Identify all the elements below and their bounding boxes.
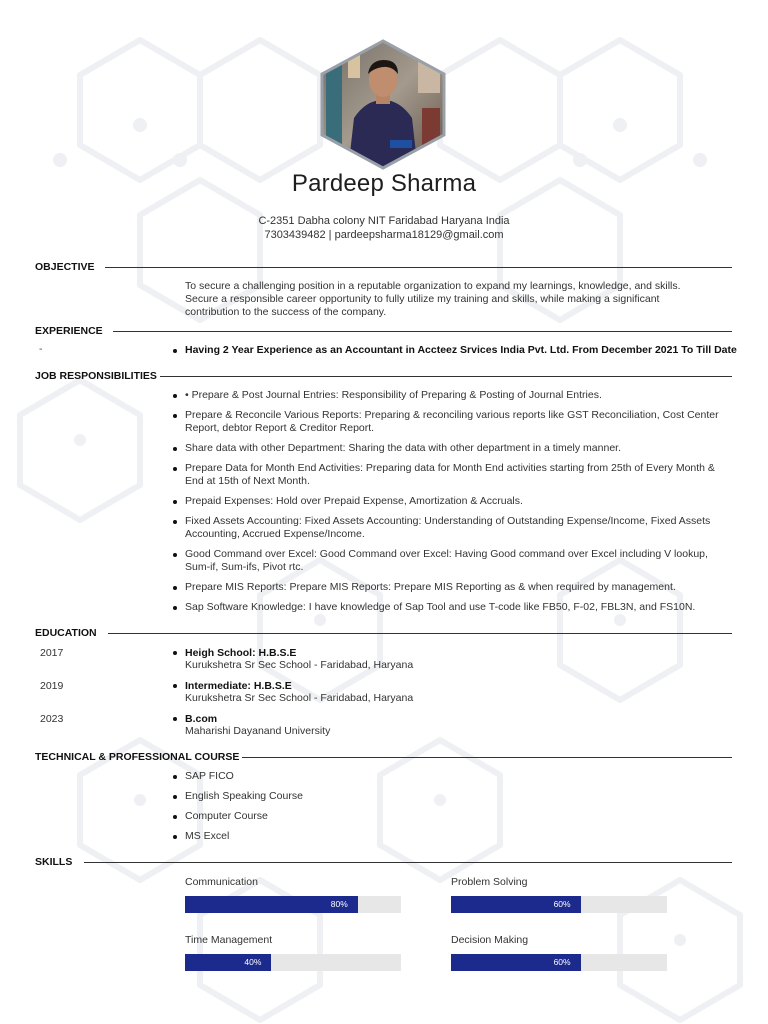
objective-divider <box>105 267 732 268</box>
email: pardeepsharma18129@gmail.com <box>334 229 504 241</box>
skill-bar-fill <box>185 896 358 913</box>
education-school: Kurukshetra Sr Sec School - Faridabad, Haryana <box>185 692 414 704</box>
skill-decision-making <box>451 934 667 971</box>
list-item: English Speaking Course <box>172 790 732 803</box>
skill-bar-track <box>185 896 401 913</box>
skill-bar-track <box>451 896 667 913</box>
experience-heading: EXPERIENCE <box>35 325 103 337</box>
list-item: Sap Software Knowledge: I have knowledge of Sap Tool and use T-code like FB50, F-02, FBL3N, and FS10N. <box>172 601 732 614</box>
education-heading: EDUCATION <box>35 627 97 639</box>
skill-time-management <box>185 934 401 971</box>
education-entry <box>172 713 330 737</box>
responsibilities-divider <box>160 376 732 377</box>
skill-name: Time Management <box>185 934 273 946</box>
skill-percent: 60% <box>553 899 571 909</box>
skill-problem-solving <box>451 876 667 913</box>
skill-bar-track <box>185 954 401 971</box>
education-degree: Heigh School: H.B.S.E <box>185 647 297 659</box>
education-entry <box>172 647 413 671</box>
experience-divider <box>113 331 732 332</box>
education-school: Kurukshetra Sr Sec School - Faridabad, Haryana <box>185 659 414 671</box>
courses-list <box>172 770 732 843</box>
address: C-2351 Dabha colony NIT Faridabad Haryana India <box>258 215 510 227</box>
courses-divider <box>242 757 732 758</box>
education-entry <box>172 680 413 704</box>
responsibilities-list <box>172 389 732 614</box>
skills-heading: SKILLS <box>35 856 73 868</box>
list-item: MS Excel <box>172 830 732 843</box>
skill-name: Decision Making <box>451 934 529 946</box>
list-item: Good Command over Excel: Good Command over Excel: Having Good command over Excel including V lookup, Sum-if, Sum-ifs, Pivot rtc. <box>172 548 732 574</box>
experience-dash: - <box>39 343 43 355</box>
skills-divider <box>84 862 732 863</box>
phone: 7303439482 | <box>264 229 332 241</box>
list-item: SAP FICO <box>172 770 732 783</box>
list-item: Prepare Data for Month End Activities: Preparing data for Month End activities starting from 25th of Every Month & End at 15th of Next Month. <box>172 462 732 488</box>
list-item: Share data with other Department: Sharing the data with other department in a timely manner. <box>172 442 732 455</box>
list-item: • Prepare & Post Journal Entries: Responsibility of Preparing & Posting of Journal Entries. <box>172 389 732 402</box>
courses-heading: TECHNICAL & PROFESSIONAL COURSE <box>35 751 240 763</box>
skill-bar-fill <box>185 954 271 971</box>
person-name: Pardeep Sharma <box>291 170 477 197</box>
education-divider <box>108 633 732 634</box>
list-item: Fixed Assets Accounting: Fixed Assets Accounting: Understanding of Outstanding Expense/Income, Fixed Assets Accounting, Accrued Expense/Income. <box>172 515 732 541</box>
objective-text: To secure a challenging position in a reputable organization to expand my learnings, knowledge, and skills. Secure a responsible career opportunity to fully utilize my training and skills, while making a significant contribution to the success of the company. <box>185 280 681 318</box>
education-degree: B.com <box>185 713 218 725</box>
education-degree: Intermediate: H.B.S.E <box>185 680 292 692</box>
education-year: 2017 <box>40 647 64 659</box>
skill-name: Problem Solving <box>451 876 528 888</box>
skill-percent: 40% <box>244 957 262 967</box>
skill-bar-fill <box>451 896 581 913</box>
skill-bar-fill <box>451 954 581 971</box>
skill-percent: 80% <box>330 899 348 909</box>
experience-item: Having 2 Year Experience as an Accountant in Accteez Srvices India Pvt. Ltd. From December 2021 To Till Date <box>172 344 737 356</box>
education-year: 2023 <box>40 713 64 725</box>
education-school: Maharishi Dayanand University <box>185 725 331 737</box>
list-item: Computer Course <box>172 810 732 823</box>
list-item: Prepaid Expenses: Hold over Prepaid Expense, Amortization & Accruals. <box>172 495 732 508</box>
contact-line <box>0 229 768 241</box>
responsibilities-heading: JOB RESPONSIBILITIES <box>35 370 157 382</box>
profile-photo <box>318 38 448 171</box>
objective-heading: OBJECTIVE <box>35 261 95 273</box>
education-year: 2019 <box>40 680 64 692</box>
skill-bar-track <box>451 954 667 971</box>
skill-name: Communication <box>185 876 258 888</box>
list-item: Prepare & Reconcile Various Reports: Preparing & reconciling various reports like GST Reconciliation, Cost Center Report, debtor Report & Creditor Report. <box>172 409 732 435</box>
list-item: Prepare MIS Reports: Prepare MIS Reports: Prepare MIS Reporting as & when required by management. <box>172 581 732 594</box>
skill-communication <box>185 876 401 913</box>
skill-percent: 60% <box>553 957 571 967</box>
